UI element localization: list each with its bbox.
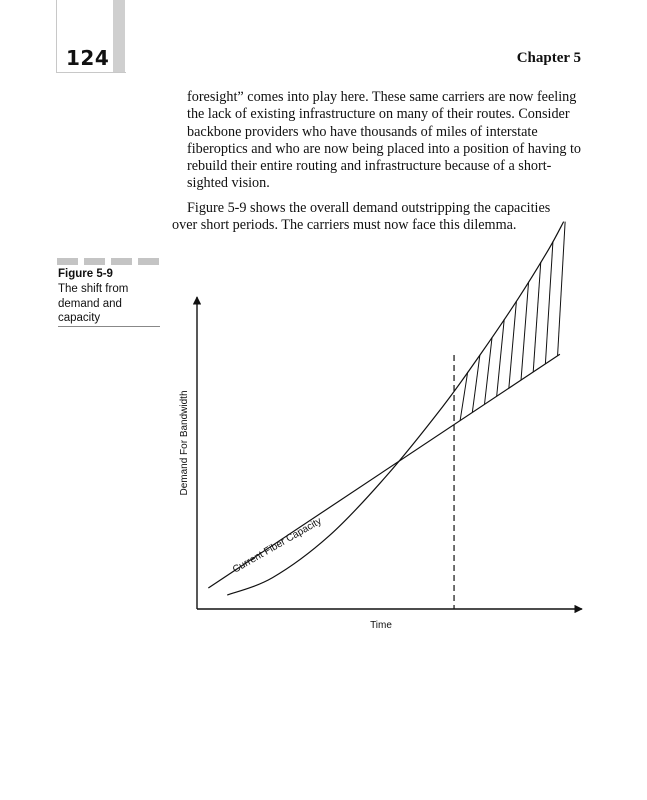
hatch-line — [545, 241, 553, 363]
hatch-line — [521, 282, 529, 380]
figure-label: Figure 5-9 — [58, 268, 113, 280]
page-number: 124 — [66, 46, 110, 70]
y-axis-label: Demand For Bandwidth — [179, 390, 190, 496]
hatch-line — [460, 372, 468, 421]
chapter-title: Chapter 5 — [516, 50, 581, 66]
body-paragraph-2-line-1: Figure 5-9 shows the overall demand outstripping the capacities — [187, 200, 551, 216]
x-axis-label: Time — [370, 620, 392, 631]
body-paragraph-1: foresight” comes into play here. These same carriers are now feeling the lack of existing infrastructure on many of their routes. Consider backbone providers who have thousands of miles of interstate fiberoptics and who are now being placed into a position of having to rebuild their entire routing and infrastructure because of a short-sighted vision. — [187, 89, 582, 192]
capacity-line-label: Current Fiber Capacity — [231, 515, 324, 576]
hatch-region — [460, 222, 565, 421]
hatch-line — [509, 301, 517, 388]
body-paragraph-2-line-2: over short periods. The carriers must now face this dilemma. — [172, 217, 517, 234]
figure-caption: The shift from demand and capacity — [58, 283, 129, 324]
hatch-line — [533, 262, 541, 372]
hatch-line — [558, 222, 566, 356]
hatch-line — [497, 319, 505, 396]
